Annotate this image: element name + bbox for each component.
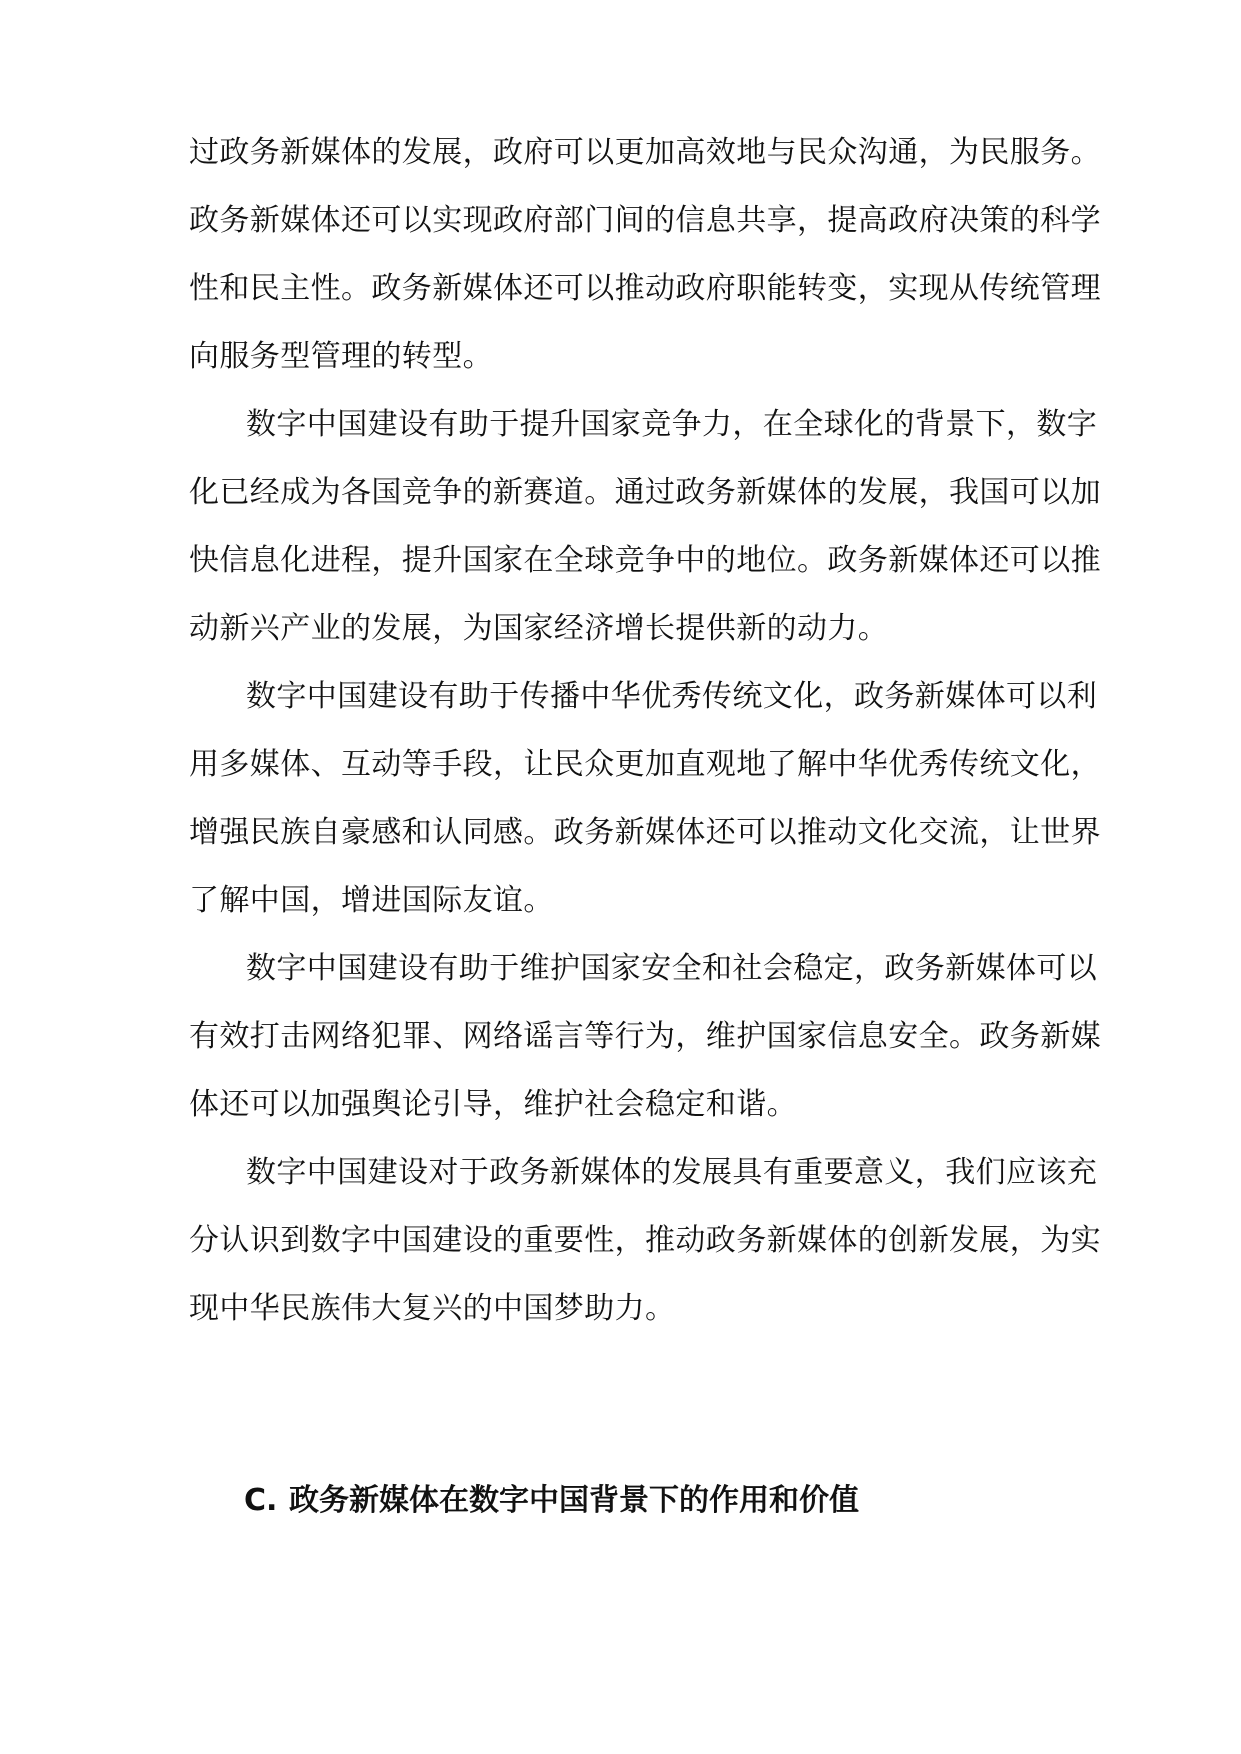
text-line: 向服务型管理的转型。 bbox=[189, 339, 493, 374]
text-line: 了解中国，增进国际友谊。 bbox=[189, 883, 554, 918]
text-line: 数字中国建设对于政务新媒体的发展具有重要意义，我们应该充 bbox=[246, 1155, 1098, 1190]
text-line: 现中华民族伟大复兴的中国梦助力。 bbox=[189, 1291, 676, 1326]
section-number: C. bbox=[244, 1483, 278, 1518]
text-line: 体还可以加强舆论引导，维护社会稳定和谐。 bbox=[189, 1087, 797, 1122]
text-line: 政务新媒体还可以实现政府部门间的信息共享，提高政府决策的科学 bbox=[189, 203, 1101, 238]
text-line: 数字中国建设有助于传播中华优秀传统文化，政务新媒体可以利 bbox=[246, 679, 1098, 714]
text-line: 快信息化进程，提升国家在全球竞争中的地位。政务新媒体还可以推 bbox=[189, 543, 1101, 578]
text-line: 用多媒体、互动等手段，让民众更加直观地了解中华优秀传统文化， bbox=[189, 747, 1101, 782]
text-line: 化已经成为各国竞争的新赛道。通过政务新媒体的发展，我国可以加 bbox=[189, 475, 1101, 510]
text-line: 数字中国建设有助于维护国家安全和社会稳定，政务新媒体可以 bbox=[246, 951, 1098, 986]
text-line: 有效打击网络犯罪、网络谣言等行为，维护国家信息安全。政务新媒 bbox=[189, 1019, 1101, 1054]
text-line: 过政务新媒体的发展，政府可以更加高效地与民众沟通，为民服务。 bbox=[189, 135, 1101, 170]
text-line: 动新兴产业的发展，为国家经济增长提供新的动力。 bbox=[189, 611, 889, 646]
text-line: 数字中国建设有助于提升国家竞争力，在全球化的背景下，数字 bbox=[246, 407, 1098, 442]
text-line: 性和民主性。政务新媒体还可以推动政府职能转变，实现从传统管理 bbox=[189, 271, 1101, 306]
section-title: 政务新媒体在数字中国背景下的作用和价值 bbox=[289, 1483, 859, 1518]
section-heading bbox=[244, 1481, 859, 1521]
text-line: 增强民族自豪感和认同感。政务新媒体还可以推动文化交流，让世界 bbox=[189, 815, 1101, 850]
text-line: 分认识到数字中国建设的重要性，推动政务新媒体的创新发展，为实 bbox=[189, 1223, 1101, 1258]
